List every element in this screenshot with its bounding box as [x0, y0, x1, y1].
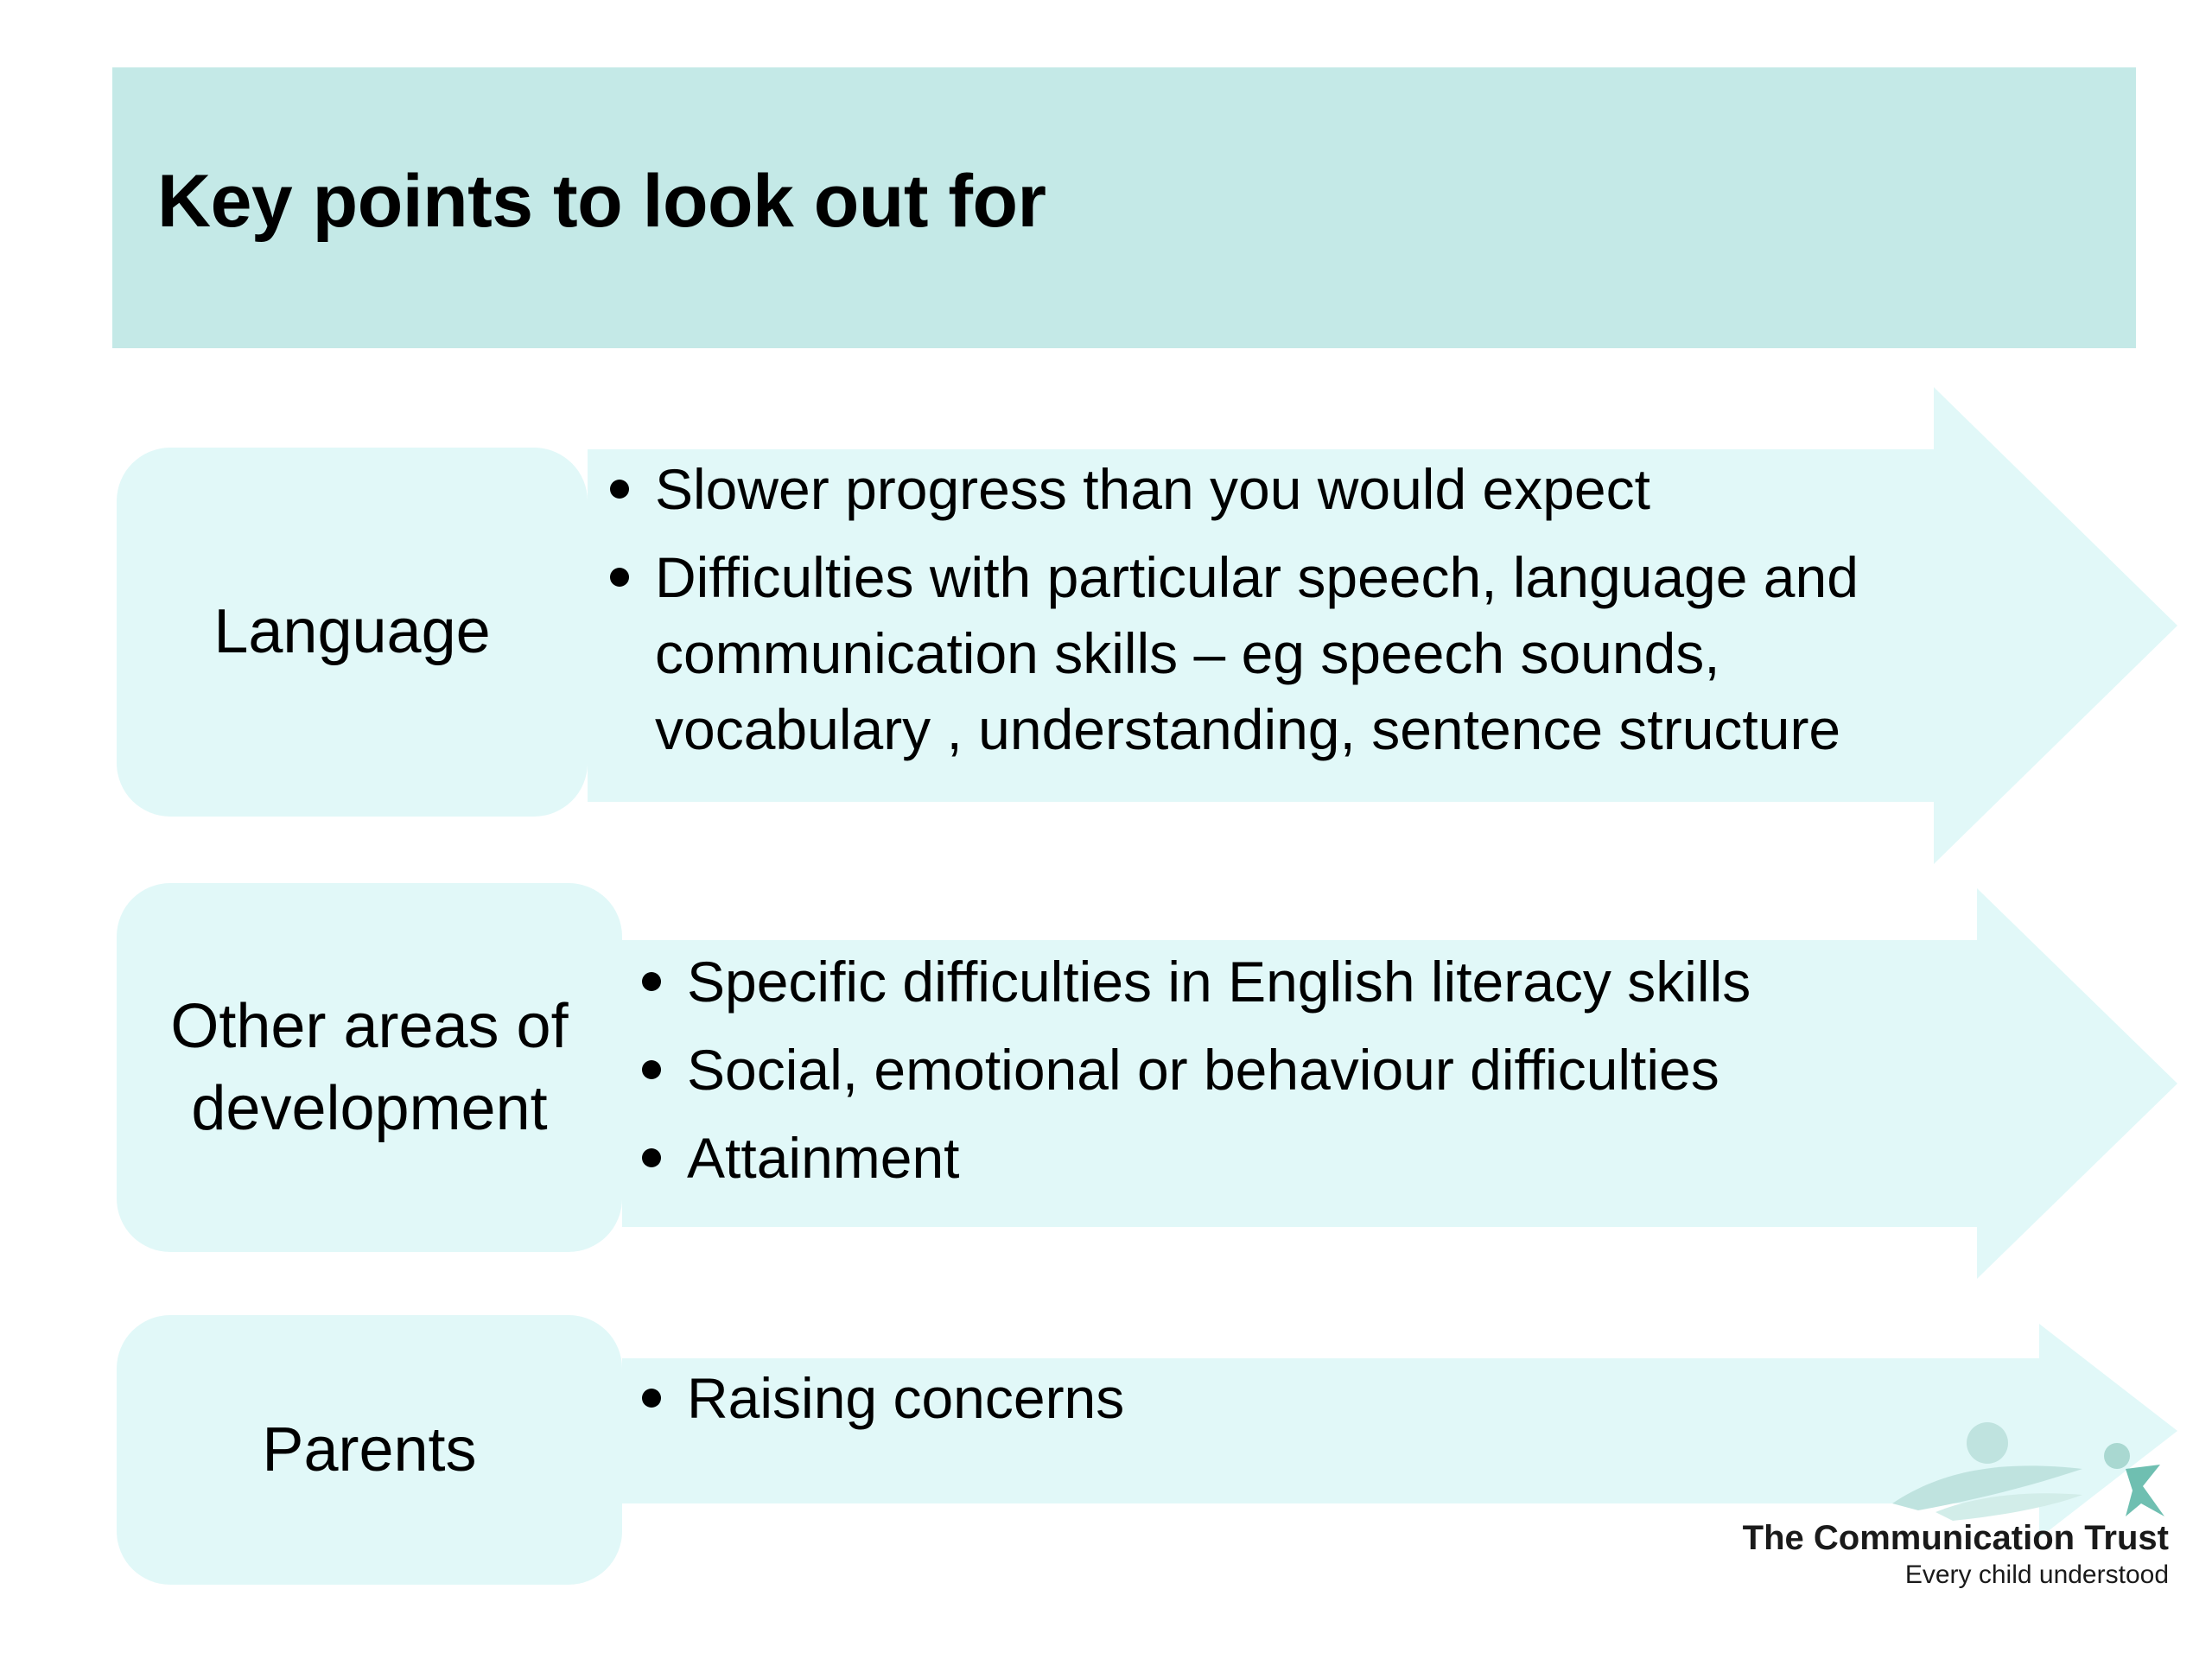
bullet-icon — [642, 972, 661, 991]
language-label: Language — [213, 597, 491, 666]
other-areas-label-box — [117, 883, 622, 1252]
other-areas-bullet-list — [633, 944, 2016, 1196]
bullet-icon — [642, 1060, 661, 1079]
logo-tagline: Every child understood — [1904, 1560, 2169, 1589]
bullet-icon — [642, 1148, 661, 1167]
list-item: Slower progress than you would expect — [601, 451, 2001, 527]
title-bar — [112, 67, 2136, 348]
logo-name: The Communication Trust — [1742, 1519, 2169, 1557]
language-label-box — [117, 448, 588, 817]
other-areas-label: Other areas of development — [170, 991, 569, 1143]
communication-trust-logo — [1719, 1408, 2169, 1599]
list-item: Social, emotional or behaviour difficulties — [633, 1032, 2016, 1108]
list-item: Attainment — [633, 1120, 2016, 1196]
list-item: Raising concerns — [633, 1360, 1929, 1436]
language-bullet-list — [601, 451, 2001, 767]
bullet-icon — [610, 480, 629, 499]
list-item: Difficulties with particular speech, language and communication skills – eg speech sounds, vocabulary , understanding, sentence structure — [601, 539, 2001, 767]
parents-label: Parents — [262, 1414, 477, 1484]
parents-label-box — [117, 1315, 622, 1585]
bullet-icon — [642, 1389, 661, 1408]
slide-title: Key points to look out for — [157, 160, 1046, 243]
list-item: Specific difficulties in English literacy skills — [633, 944, 2016, 1020]
bullet-icon — [610, 568, 629, 587]
